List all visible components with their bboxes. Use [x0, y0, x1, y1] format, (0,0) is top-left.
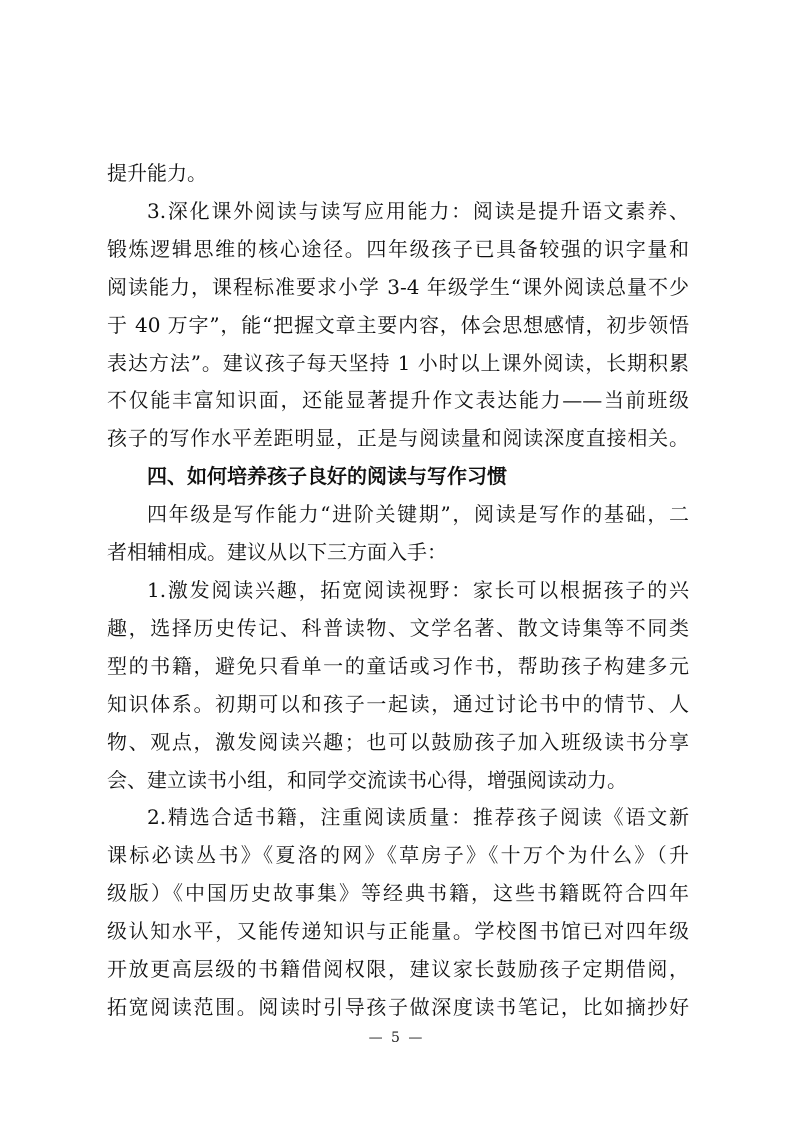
body-text-line: 型的书籍，避免只看单一的童话或习作书，帮助孩子构建多元 — [107, 654, 689, 678]
body-text-line: 开放更高层级的书籍借阅权限，建议家长鼓励孩子定期借阅， — [107, 957, 689, 981]
body-text-line: 1.激发阅读兴趣，拓宽阅读视野：家长可以根据孩子的兴 — [147, 578, 689, 602]
body-text-line: 课标必读丛书》《夏洛的网》《草房子》《十万个为什么》（升 — [107, 843, 689, 867]
body-text-line: 于 40 万字”，能“把握文章主要内容，体会思想感情，初步领悟 — [107, 313, 689, 337]
body-text-line: 者相辅相成。建议从以下三方面入手： — [107, 540, 447, 564]
body-text-line: 提升能力。 — [107, 161, 207, 185]
body-text-line: 级版）《中国历史故事集》等经典书籍，这些书籍既符合四年 — [107, 881, 689, 905]
body-text-line: 孩子的写作水平差距明显，正是与阅读量和阅读深度直接相关。 — [107, 426, 689, 450]
body-text-line: 3.深化课外阅读与读写应用能力：阅读是提升语文素养、 — [147, 199, 689, 223]
body-text-line: 趣，选择历史传记、科普读物、文学名著、散文诗集等不同类 — [107, 616, 689, 640]
section-heading: 四、如何培养孩子良好的阅读与写作习惯 — [147, 464, 507, 488]
body-text-line: 拓宽阅读范围。阅读时引导孩子做深度读书笔记，比如摘抄好 — [107, 995, 689, 1019]
body-text-line: 不仅能丰富知识面，还能显著提升作文表达能力——当前班级 — [107, 388, 689, 412]
body-text-line: 阅读能力，课程标准要求小学 3-4 年级学生“课外阅读总量不少 — [107, 275, 689, 299]
body-text-line: 会、建立读书小组，和同学交流读书心得，增强阅读动力。 — [107, 768, 627, 792]
body-text-line: 2.精选合适书籍，注重阅读质量：推荐孩子阅读《语文新 — [147, 805, 689, 829]
body-text-line: 四年级是写作能力“进阶关键期”，阅读是写作的基础，二 — [147, 502, 689, 526]
body-text-line: 物、观点，激发阅读兴趣；也可以鼓励孩子加入班级读书分享 — [107, 730, 689, 754]
body-text-line: 锻炼逻辑思维的核心途径。四年级孩子已具备较强的识字量和 — [107, 237, 689, 261]
page-number: — 5 — — [368, 1030, 425, 1046]
body-text-line: 级认知水平，又能传递知识与正能量。学校图书馆已对四年级 — [107, 919, 689, 943]
body-text-line: 表达方法”。建议孩子每天坚持 1 小时以上课外阅读，长期积累 — [107, 351, 689, 375]
body-text-line: 知识体系。初期可以和孩子一起读，通过讨论书中的情节、人 — [107, 692, 689, 716]
